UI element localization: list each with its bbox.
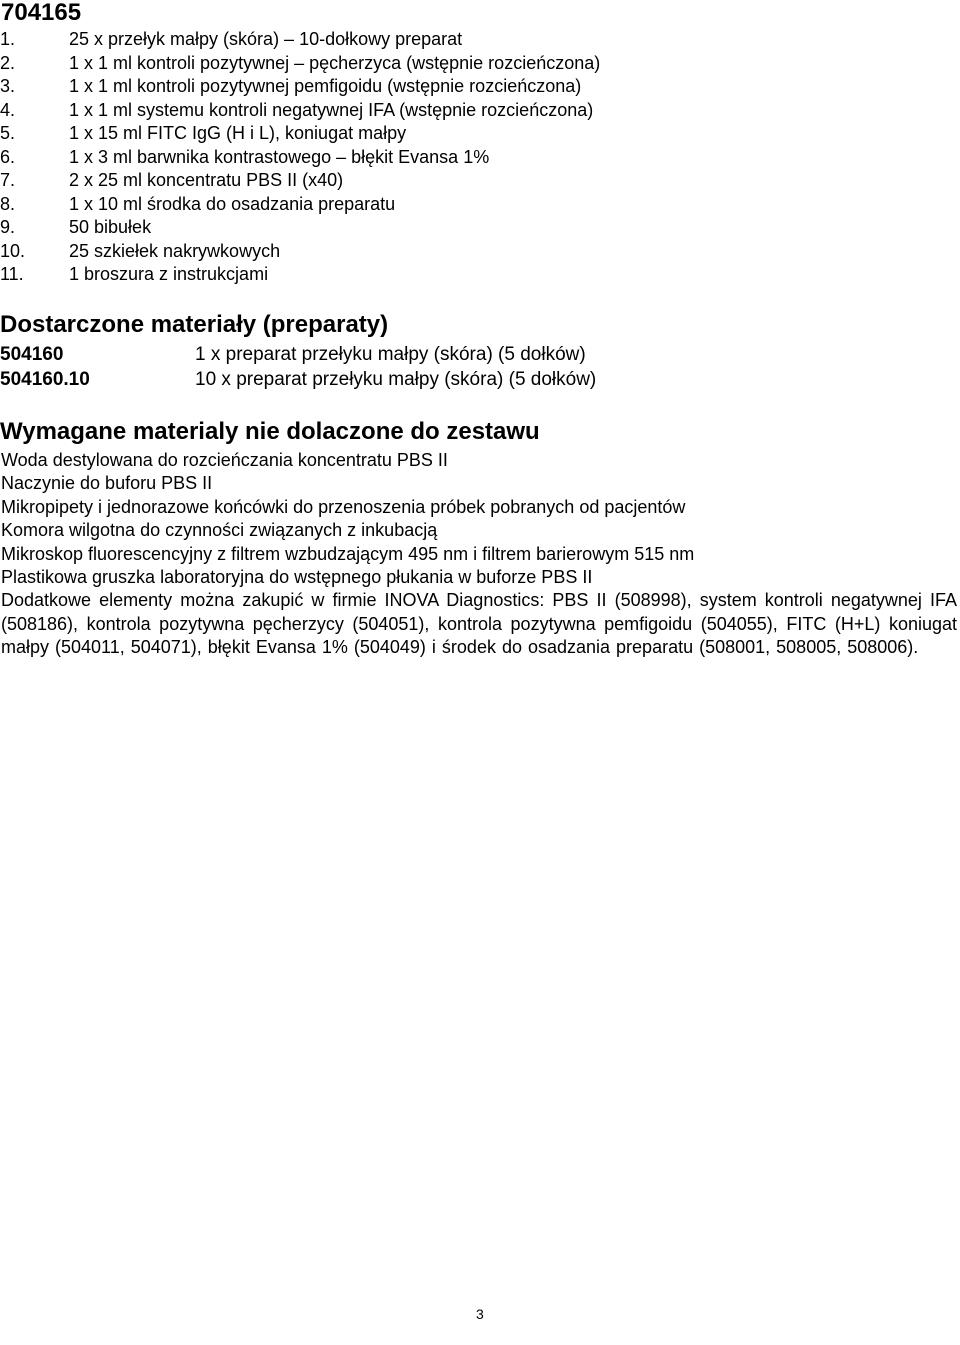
list-item xyxy=(0,122,600,146)
item-number: 3. xyxy=(0,76,16,96)
table-row xyxy=(0,367,596,392)
item-text: 50 bibułek xyxy=(69,217,152,237)
item-number: 6. xyxy=(0,146,16,167)
item-number: 10. xyxy=(0,240,26,261)
product-code: 504160 xyxy=(0,344,64,365)
list-item xyxy=(0,28,600,52)
item-text: 25 szkiełek nakrywkowych xyxy=(69,240,281,261)
item-text: 2 x 25 ml koncentratu PBS II (x40) xyxy=(69,170,344,190)
required-materials-heading: Wymagane materialy nie dolaczone do zestawu xyxy=(0,418,540,445)
item-number: 11. xyxy=(0,264,24,284)
supplied-materials-table xyxy=(0,342,596,392)
item-number: 4. xyxy=(0,99,16,120)
list-item: Naczynie do buforu PBS II xyxy=(1,473,213,494)
list-item xyxy=(0,169,600,193)
table-row xyxy=(0,342,596,367)
item-text: 1 x 3 ml barwnika kontrastowego – błękit Evansa 1% xyxy=(69,146,490,167)
product-code-title: 704165 xyxy=(1,0,82,26)
list-item xyxy=(0,240,600,264)
item-number: 1. xyxy=(0,29,16,49)
page-number: 3 xyxy=(476,1306,484,1322)
additional-items-paragraph: Dodatkowe elementy można zakupić w firmie INOVA Diagnostics: PBS II (508998), system kontroli negatywnej IFA (508186), kontrola pozytywna pęcherzycy (504051), kontrola pozytywna pemfigoidu (504055), FITC (H+L) koniugat małpy (504011, 504071), błękit Evansa 1% (504049) i środek do osadzania preparatu (508001, 508005, 508006). xyxy=(1,590,957,658)
item-number: 8. xyxy=(0,193,16,214)
item-number: 5. xyxy=(0,123,16,143)
item-text: 1 x 10 ml środka do osadzania preparatu xyxy=(69,193,396,214)
product-description: 1 x preparat przełyku małpy (skóra) (5 dołków) xyxy=(195,344,586,365)
item-number: 7. xyxy=(0,170,16,190)
kit-contents-list xyxy=(0,28,600,287)
list-item: Komora wilgotna do czynności związanych z inkubacją xyxy=(1,520,438,541)
list-item xyxy=(0,146,600,170)
list-item xyxy=(0,193,600,217)
item-number: 9. xyxy=(0,217,16,237)
list-item xyxy=(0,216,600,240)
item-text: 1 x 15 ml FITC IgG (H i L), koniugat małpy xyxy=(69,123,407,143)
item-text: 1 broszura z instrukcjami xyxy=(69,264,269,284)
list-item xyxy=(0,52,600,76)
product-code: 504160.10 xyxy=(0,369,90,390)
item-text: 25 x przełyk małpy (skóra) – 10-dołkowy preparat xyxy=(69,29,463,49)
list-item xyxy=(0,75,600,99)
list-item: Plastikowa gruszka laboratoryjna do wstępnego płukania w buforze PBS II xyxy=(1,567,593,588)
supplied-materials-heading: Dostarczone materiały (preparaty) xyxy=(0,311,389,338)
product-description: 10 x preparat przełyku małpy (skóra) (5 dołków) xyxy=(195,369,597,390)
item-text: 1 x 1 ml kontroli pozytywnej – pęcherzyca (wstępnie rozcieńczona) xyxy=(69,52,601,73)
list-item xyxy=(0,263,600,287)
item-number: 2. xyxy=(0,52,16,73)
list-item: Mikropipety i jednorazowe końcówki do przenoszenia próbek pobranych od pacjentów xyxy=(1,496,686,517)
list-item: Mikroskop fluorescencyjny z filtrem wzbudzającym 495 nm i filtrem barierowym 515 nm xyxy=(1,543,695,564)
list-item xyxy=(0,99,600,123)
item-text: 1 x 1 ml systemu kontroli negatywnej IFA (wstępnie rozcieńczona) xyxy=(69,99,594,120)
item-text: 1 x 1 ml kontroli pozytywnej pemfigoidu (wstępnie rozcieńczona) xyxy=(69,76,582,96)
list-item: Woda destylowana do rozcieńczania koncentratu PBS II xyxy=(1,450,448,470)
required-materials-list xyxy=(1,449,957,660)
